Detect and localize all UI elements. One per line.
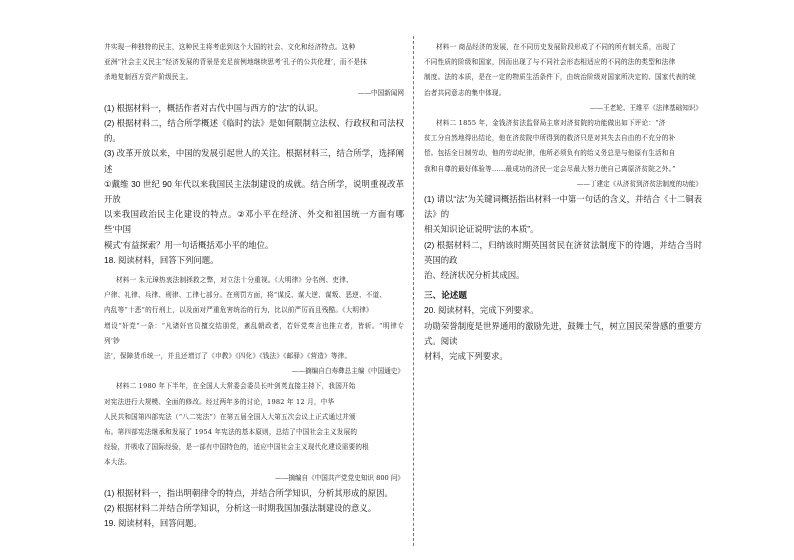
material-text: 增设“奸党”一条：“凡诸奸官员擅交结朋党，紊乱朝政者，若奸党奏言也推立者，皆斩。“明律专列‘钞 [104,321,404,345]
material-text: 亚洲“社会主义民主”经济发展的背景是充足前例地继续思考‘孔子的公共伦理’，而不是抹 [104,58,368,67]
material-text: 经验，并吸收了国际经验，是一部有中国特色的，适应中国社会主义现代化建设需要的根 [104,443,369,452]
source-citation: ——中国新闻网 [357,88,404,97]
material-text: 本大法。 [104,458,132,467]
material-text: 法’，保障货币统一，并且还增订了《申教》《四化》《钱法》《邮驿》《营造》等律。 [104,352,352,361]
question-item: 模式’有益探索？用一句话概括邓小平的地位。 [104,239,274,250]
question-item: (1) 请以“法”为关键词概括指出材料一中第一句话的含义，并结合《十二铜表法》的 [424,194,702,220]
material-text: 布。第四部宪法继承和发展了 1954 年宪法的基本原则，总结了中国社会主义发展的 [104,428,358,437]
question-number-20: 20. 阅读材料，完成下列要求。 [424,305,539,316]
question-number-18: 18. 阅读材料，回答下列问题。 [104,254,219,265]
source-citation: ——丁建定《从济贫到济贫法制度的功能》 [576,179,702,188]
material-text: 杀地复制西方资产阶级民主。 [104,73,193,82]
question-item: (1) 根据材料一，指出明朝律令的特点，并结合所学知识，分析其形成的原因。 [104,487,393,498]
right-column [424,40,702,364]
material-text: 井实现一种独特的民主，这种民主将考虑到这个大国的社会、文化和经济特点。这种 [104,43,356,51]
question-item: (1) 根据材料一，概括作者对古代中国与西方的“法”的认识。 [104,102,324,113]
question-item: 以来我国政治民主化建设的特点。②邓小平在经济、外交和祖国统一方面有哪些‘中国 [104,209,404,235]
material-text: 材料二 1980 年下半年，在全国人大常委会委员长叶剑英直接主持下，我国开始 [116,382,356,391]
material-text: 制度。法的本质，是在一定的物质生活条件下，由统治阶级对国家所决定的、国家代表的统 [424,73,696,82]
material-text: 偿。包括全日制劳动，他的劳动纪律，他所必须负有的给义务总是与他原有生活和自 [424,149,676,158]
material-text: 人民共和国第四部宪法（“八二宪法”）在第五届全国人大第五次会议上正式通过并颁 [104,412,356,421]
material-text: 材料二 1855 年，金钱济贫法监督局主席对济贫院的功能做出如下评论：“济 [436,119,666,128]
source-citation: ——王老轮、王维平《法律基础知识》 [589,103,702,112]
question-item: (2) 根据材料二，结合所学概述《临时约法》是如何限制立法权、行政权和司法权的。 [104,118,404,144]
material-text: 不同性质的阶级和国家，因而出现了与不同社会形态相适应的不同的法的类型和法律 [424,58,676,67]
question-item: (2) 根据材料二，归纳该时期英国贫民在济贫法制度下的待遇，并结合当时英国的政 [424,239,702,265]
material-text: 对宪法进行大规模、全面的修改。经过两年多的讨论，1982 年 12 月，中华 [104,397,335,406]
question-item: 治、经济状况分析其成因。 [424,270,525,281]
question-number-19: 19. 阅读材料，回答问题。 [104,518,202,529]
material-text: 贫工分自然地得出结论，他在济贫院中所得到的救济只是对其失去自由的不充分的补 [424,134,676,143]
material-text: 材料一 朱元璋热衷法制拯救之弊，对立法十分重视。《大明律》分名例、吏律、 [116,276,353,285]
left-column [104,40,404,532]
column-divider [413,36,414,546]
question-item: 相关知识论证说明“法的本质”。 [424,224,539,235]
material-text: 内乱等“十恶”的行刑上，以及面对严重危害统治的行为，比以前严厉而且残酷。《大明律》 [104,306,373,315]
question-item: (3) 改革开放以来，中国的发展引起世人的关注。根据材料三，结合所学，选择阐述 [104,148,404,174]
question-item: (2) 根据材料二并结合所学知识，分析这一时期我国加强法制建设的意义。 [104,503,377,514]
material-text: 材料一 商品经济的发展，在不同历史发展阶段形成了不同的所有制关系，出现了 [436,43,677,51]
material-text: 户律、礼律、兵律、刑律、工律七部分。在刑罚方面，将“谋反、谋大逆、谋叛、恶逆、不道、 [104,291,387,300]
source-citation: ——摘编自白寿彝总主编《中国通史》 [291,367,404,376]
source-citation: ——摘编自《中国共产党党史知识 800 问》 [275,473,404,482]
section-heading: 三、论述题 [424,290,467,301]
question-item: 材料，完成下列要求。 [424,351,508,362]
material-text: 我和自尊的最好体验等……最成功的济民一定会尽最大努力使自己离原济贫院之外。” [424,164,676,173]
question-item: 功勋荣誉制度是世界通用的激励先进，鼓舞士气，树立国民荣誉感的重要方式。阅读 [424,320,702,346]
material-text: 治者共同意志的集中体现。 [424,88,506,97]
question-item: ①戴维 30 世纪 90 年代以来我国民主法制建设的成就。结合所学，说明重视改革开放 [104,178,404,205]
